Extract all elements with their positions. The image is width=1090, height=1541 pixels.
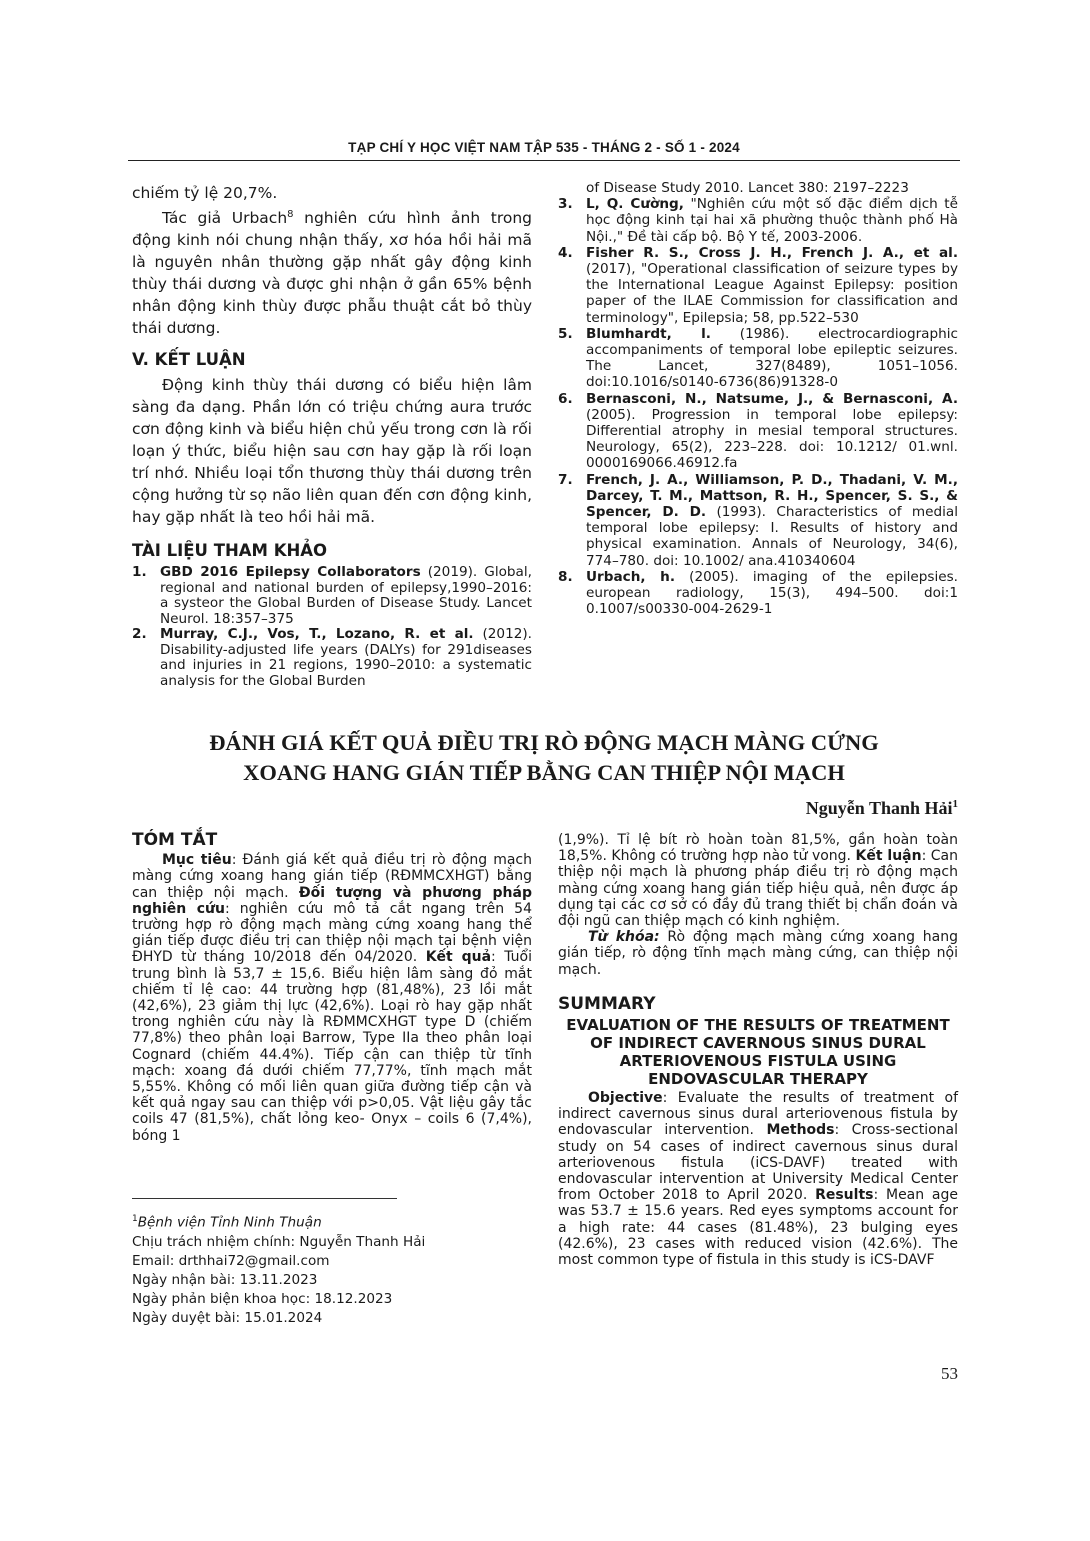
abstract-left-column [132,832,532,1144]
ref-authors: Bernasconi, N., Natsume, J., & Bernasconi, A. [586,390,958,407]
summary-objective-label: Objective [588,1090,663,1107]
ref-text: (2005). imaging of the epilepsies. european radiology, 15(3), 494–500. doi:1 0.1007/s00330-004-2629-1 [586,568,958,618]
ref-authors: Fisher R. S., Cross J. H., French J. A., et al. [586,244,958,261]
author-sup: 1 [952,798,958,810]
footnote [132,1210,532,1328]
accepted-date: Ngày duyệt bài: 15.01.2024 [132,1309,323,1326]
abstract-right-column [558,832,958,1268]
ref-num [558,180,586,196]
abstract-paragraph [132,852,532,1144]
ref-authors: Murray, C.J., Vos, T., Lozano, R. et al. [160,626,474,643]
summary-methods-text: : Cross-sectional study on 54 cases of indirect cavernous sinus dural arteriovenous fistula (iCS-DAVF) treated with endovascular intervention at University Medical Center from October 2018 to April 2020. [558,1122,958,1204]
reference-item [558,196,958,245]
ref-authors: Blumhardt, l. [586,325,711,342]
ref-authors: French, J. A., Williamson, P. D., Thadani, V. M., Darcey, T. M., Mattson, R. H., Spencer, S. S., & Spencer, D. D. [586,471,958,521]
ref-text: "Nghiên cứu một số đặc điểm dịch tễ học động kinh tại hai xã phường thuộc thành phố Hà Nội.," Đề tài cấp bộ. Bộ Y tế, 2003-2006. [586,196,958,245]
ref-num: 3. [558,196,573,213]
keywords-text: Rò động mạch màng cứng xoang hang gián tiếp, rò động tĩnh mạch màng cứng, can thiệp nội mạch. [558,929,958,978]
affiliation [132,1210,532,1233]
footnote-rule [132,1198,397,1199]
ref-num: 6. [558,390,573,407]
urbach-paragraph [132,204,532,339]
references-heading: TÀI LIỆU THAM KHẢO [132,541,328,561]
urbach-pre: Tác giả Urbach [162,209,288,228]
ref-text: (2005). Progression in temporal lobe epilepsy: Differential atrophy in mesial temporal structures. Neurology, 65(2), 223–228. doi: 10.1212/ 01.wnl. 0000169066.46912.fa [586,406,958,472]
summary-objective-text: : Evaluate the results of treatment of indirect cavernous sinus dural arteriovenous fistula by endovascular intervention. [558,1090,958,1139]
keywords-label: Từ khóa: [588,929,660,946]
ref-num: 5. [558,325,573,342]
ref-text: (2017), "Operational classification of seizure types by the International League Against Epilepsy: position paper of the ILAE Commission for classification and terminology", Epilepsia; 58, pp.522–530 [586,261,958,326]
ref-text: (1986). electrocardiographic accompaniments of temporal lobe epileptic seizures. The Lancet, 327(8489), 1051–1056. doi:10.1016/s0140-6736(86)91328-0 [586,325,959,391]
prev-article-right-column [558,180,958,617]
conclusion-heading: V. KẾT LUẬN [132,350,246,370]
ref-num: 8. [558,568,573,585]
reference-item [132,627,532,689]
ref-num: 2. [132,626,147,643]
continuation-text: chiếm tỷ lệ 20,7%. [132,184,278,202]
ref-num: 7. [558,471,573,488]
ref-num: 4. [558,244,573,261]
objective-text: : Đánh giá kết quả điều trị rò động mạch màng cứng xoang hang gián tiếp (RĐMMCXHGT) bằng can thiệp nội mạch. [132,852,532,901]
ref-authors: Urbach, h. [586,568,675,585]
methods-label: Đối tượng và phương pháp nghiên cứu [132,884,532,917]
header-rule [128,160,960,161]
review-date: Ngày phản biện khoa học: 18.12.2023 [132,1290,393,1307]
reference-item [132,565,532,627]
results-cont-text: (1,9%). Tỉ lệ bít rò hoàn toàn 81,5%, gần hoàn toàn 18,5%. Không có trường hợp nào tử vong. [558,832,958,865]
article-title [128,728,960,788]
summary-title: EVALUATION OF THE RESULTS OF TREATMENT OF INDIRECT CAVERNOUS SINUS DURAL ARTERIOVENOUS FISTULA USING ENDOVASCULAR THERAPY [566,1016,950,1089]
ref-text: (2019). Global, regional and national burden of epilepsy,1990–2016: a systeor the Global Burden of Disease Study. Lancet Neurol. 18:357–375 [160,564,532,627]
affiliation-sup: 1 [132,1214,138,1224]
urbach-sup: 8 [287,209,294,220]
conclusion-text: Động kinh thùy thái dương có biểu hiện lâm sàng đa dạng. Phần lớn có triệu chứng aura trước cơn động kinh và biểu hiện chủ yếu trong cơn là rối loạn ý thức, biểu hiện sau cơn hay gặp là rối loạn trí nhớ. Nhiều loại tổn thương thùy thái dương trên cộng hưởng từ sọ não liên quan đến cơn động kinh, hay gặp nhất là teo hồi hải mã. [132,376,532,527]
article-author [806,798,958,819]
results-label: Kết quả [425,949,492,966]
ref-text: (1993). Characteristics of medial temporal lobe epilepsy: I. Results of history and physical examination. Annals of Neurology, 34(6), 774–780. doi: 10.1002/ ana.410340604 [586,504,958,569]
journal-header: TẠP CHÍ Y HỌC VIỆT NAM TẬP 535 - THÁNG 2 - SỐ 1 - 2024 [348,140,740,155]
reference-item [558,569,958,618]
conclusion-label: Kết luận [855,848,922,865]
article-title-line-2: XOANG HANG GIÁN TIẾP BẰNG CAN THIỆP NỘI MẠCH [243,760,845,785]
ref-authors: L, Q. Cường, [586,196,684,213]
ref-authors: GBD 2016 Epilepsy Collaborators [160,564,421,581]
methods-text: : nghiên cứu mô tả cắt ngang trên 54 trường hợp rò động mạch màng cứng xoang hang thể gián tiếp được điều trị can thiệp nội mạch tại bệnh viện ĐHYD từ tháng 10/2018 đến 04/2020. [132,900,532,966]
keywords-paragraph [558,929,958,978]
page-number: 53 [941,1364,958,1383]
summary-results-label: Results [815,1187,874,1204]
ref-num: 1. [132,564,147,581]
summary-paragraph [558,1090,958,1268]
conclusion-text: : Can thiệp nội mạch là phương pháp điều trị rò động mạch màng cứng xoang hang gián tiếp hiệu quả, nên được áp dụng tại các cơ sở có đầy đủ trang thiết bị chẩn đoán và đội ngũ can thiệp mạch có kinh nghiệm. [558,848,958,930]
summary-results-text: : Mean age was 53.7 ± 15.6 years. Red eyes symptoms account for a high rate: 44 cases (81.48%), 23 bulging eyes (42.6%), 23 cases with reduced vision (42.6%). The most common type of fistula in this study is iCS-DAVF [558,1187,958,1269]
reference-item [558,180,958,196]
prev-article-left-column [132,182,532,689]
reference-item [558,391,958,472]
reference-item [558,326,958,391]
article-title-line-1: ĐÁNH GIÁ KẾT QUẢ ĐIỀU TRỊ RÒ ĐỘNG MẠCH MÀNG CỨNG [209,730,879,755]
urbach-post: nghiên cứu hình ảnh trong động kinh nói chung nhận thấy, xơ hóa hồi hải mã là nguyên nhân thường gặp nhất gây động kinh thùy thái dương và được ghi nhận ở gần 65% bệnh nhân động kinh thùy được phẫu thuật cắt bỏ thùy thái dương. [132,209,532,338]
affiliation-text: Bệnh viện Tỉnh Ninh Thuận [137,1214,322,1231]
summary-methods-label: Methods [766,1122,835,1139]
corresponding-author: Chịu trách nhiệm chính: Nguyễn Thanh Hải [132,1233,426,1250]
abstract-paragraph-cont [558,832,958,929]
abstract-heading: TÓM TẮT [132,830,218,850]
author-name: Nguyễn Thanh Hải [805,798,953,818]
reference-item [558,245,958,326]
ref-text: (2012). Disability-adjusted life years (DALYs) for 291diseases and injuries in 21 regions, 1990–2010: a systematic analysis for the Global Burden [160,626,532,689]
summary-heading: SUMMARY [558,993,656,1014]
ref-text: of Disease Study 2010. Lancet 380: 2197–2223 [586,180,909,196]
results-text: : Tuổi trung bình là 53,7 ± 15,6. Biểu hiện lâm sàng đỏ mắt chiếm tỉ lệ cao: 44 trường hợp (81,48%), 23 lồi mắt (42,6%), 23 giảm thị lực (42,6%). Loại rò hay gặp nhất trong nghiên cứu này là RĐMMCXHGT type D (chiếm 77,8%) theo phân loại Barrow, Type IIa theo phân loại Cognard (chiếm 44.4%). Tiếp cận can thiệp từ tĩnh mạch: xoang đá dưới chiếm 77,77%, tĩnh mạch mắt 5,55%. Không có mối liên quan giữa đường tiếp cận và kết quả ngay sau can thiệp với p>0,05. Vật liệu gây tắc coils 47 (81,5%), chất lỏng keo- Onyx – coils 6 (7,4%), bóng 1 [132,949,532,1144]
reference-item [558,472,958,569]
objective-label: Mục tiêu [162,852,232,869]
email: Email: drthhai72@gmail.com [132,1252,330,1269]
received-date: Ngày nhận bài: 13.11.2023 [132,1271,318,1288]
